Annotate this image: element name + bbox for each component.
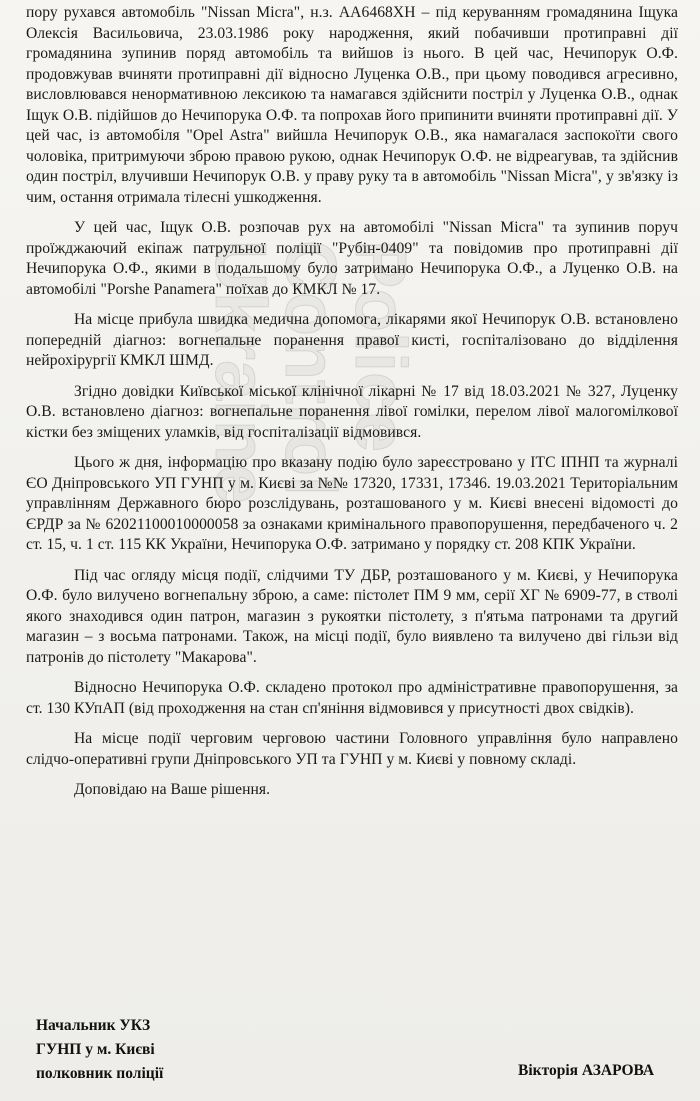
paragraph: У цей час, Іщук О.В. розпочав рух на автомобілі "Nissan Micra" та зупинив поруч проїжджаючий екіпаж патрульної поліції "Рубін-0409" та повідомив про протиправні дії Нечипорука О.Ф., якими в подальшому було затримано Нечипорука О.Ф., а Луценко О.В. на автомобілі "Porshe Panamera" поїхав до КМКЛ № 17.: [26, 219, 678, 298]
watermark: Police Control Ukraine: [200, 240, 420, 505]
signature-title-line: Начальник УКЗ: [36, 1017, 151, 1034]
signature-title-line: полковник поліції: [36, 1065, 164, 1082]
paragraph: Згідно довідки Київської міської клінічної лікарні № 17 від 18.03.2021 № 327, Луценку О.В. встановлено діагноз: вогнепальне поранення лівої гомілки, перелом лівої малогомілкової кістки без зміщених уламків, від госпіталізації відмовився.: [26, 382, 678, 441]
paragraph: На місце події черговим черговою частини Головного управління було направлено слідчо-оперативні групи Дніпровського УП та ГУНП у м. Києві у повному складі.: [26, 730, 678, 768]
paragraph: пору рухався автомобіль "Nissan Micra", н.з. АА6468ХН – під керуванням громадянина Іщука Олексія Васильовича, 23.03.1986 року народження, який побачивши протиправні дії громадянина зупинив поряд автомобіль та вийшов із нього. В цей час, Нечипорук О.Ф. продовжував вчиняти протиправні дії відносно Луценка О.В., при цьому поводився агресивно, висловлювався ненормативною лексикою та намагався здійснити постріл у Луценка О.В., однак Іщук О.В. підійшов до Нечипорука О.Ф. та попрохав його припинити вчиняти протиправні дії. У цей час, із автомобіля "Opel Astra" вийшла Нечипорук О.В., яка намагалася заспокоїти свого чоловіка, притримуючи зброю правою рукою, однак Нечипорук О.Ф. не відреагував, та здійснив один постріл, влучивши Нечипорук О.В. у праву руку та в автомобіль "Nissan Micra", у зв'язку із чим, остання отримала тілесні ушкодження.: [26, 4, 678, 206]
signature-title-line: ГУНП у м. Києві: [36, 1041, 155, 1058]
paragraph: Під час огляду місця події, слідчими ТУ ДБР, розташованого у м. Києві, у Нечипорука О.Ф. було вилучено вогнепальну зброю, а саме: пістолет ПМ 9 мм, серії ХГ № 6909-77, в стволі якого знаходився один патрон, магазин з рукоятки пістолету, з п'ятьма патронами та другий магазин – з восьма патронами. Також, на місці події, було виявлено та вилучено дві гільзи від патронів до пістолету "Макарова".: [26, 566, 678, 666]
paragraph: Відносно Нечипорука О.Ф. складено протокол про адміністративне правопорушення, за ст. 130 КУпАП (від проходження на стан сп'яніння відмовився у присутності двох свідків).: [26, 679, 678, 717]
signature-title-block: [36, 1014, 163, 1086]
document-body: [26, 3, 678, 801]
signature-name: Вікторія АЗАРОВА: [518, 1062, 655, 1079]
paragraph: На місце прибула швидка медична допомога, лікарями якої Нечипорук О.В. встановлено попередній діагноз: вогнепальне поранення правої кисті, госпіталізовано до відділення нейрохірургії КМКЛ ШМД.: [26, 311, 678, 369]
paragraph: Цього ж дня, інформацію про вказану подію було зареєстровано у ІТС ІПНП та журналі ЄО Дніпровського УП ГУНП у м. Києві за №№ 17320, 17331, 17346. 19.03.2021 Територіальним управлінням Державного бюро розслідувань, розташованого у м. Києві внесені відомості до ЄРДР за № 62021100010000058 за ознаками кримінального правопорушення, передбаченого ч. 2 ст. 15, ч. 1 ст. 115 КК України, Нечипорука О.Ф. затримано у порядку ст. 208 КПК України.: [26, 454, 678, 553]
paragraph: Доповідаю на Ваше рішення.: [74, 781, 271, 798]
